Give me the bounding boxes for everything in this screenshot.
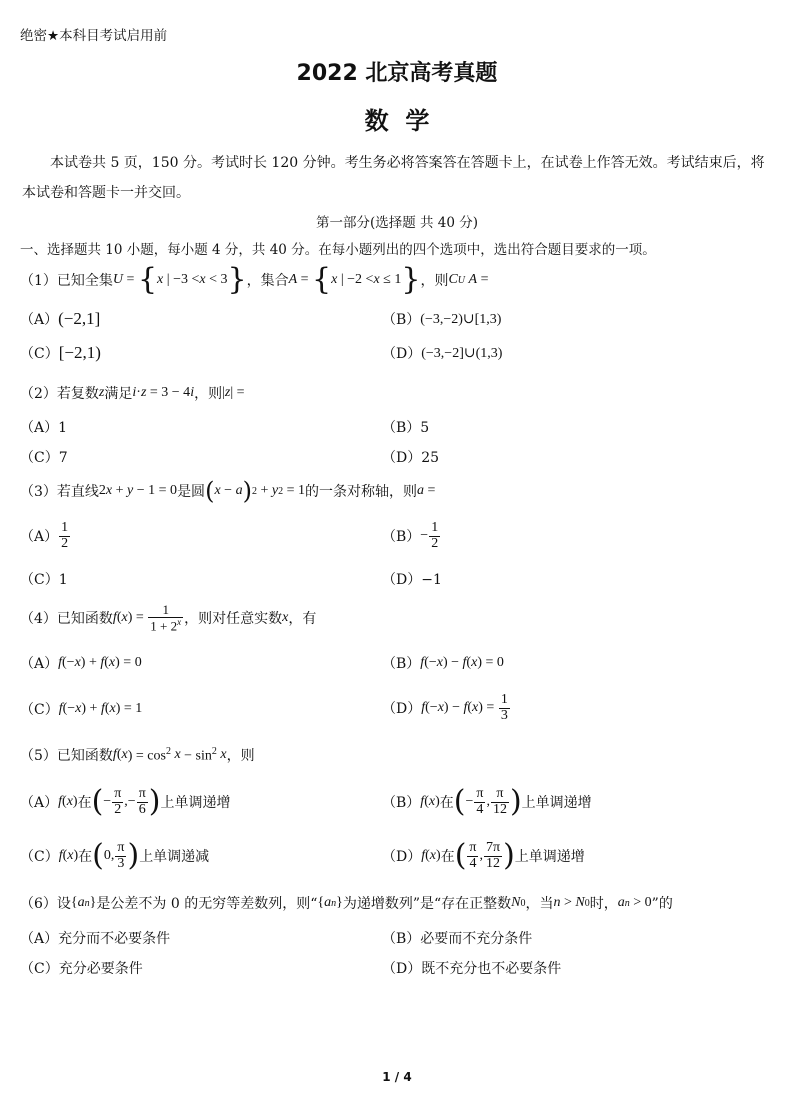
confidential-note: 绝密★本科目考试启用前 bbox=[20, 28, 168, 44]
question-1-option-b[interactable]: （B） (−3,−2)∪[1,3) bbox=[382, 311, 502, 328]
section-title: 第一部分(选择题 共 40 分) bbox=[315, 215, 479, 231]
exam-title: 2022 北京高考真题 bbox=[296, 61, 498, 86]
question-4-option-d[interactable]: （D） f (− x ) − f ( x ) = $\frac{1}{3}$ bbox=[382, 691, 508, 723]
question-3-stem: （3）若直线 2 x + y − 1 = 0 是圆 ( x − a ) 2 + y 2 = 1 的一条对称轴，则 a = bbox=[20, 477, 436, 505]
question-4-stem: （4）已知函数 f ( x ) = $\frac{1}{1 + 2^x}$ ，则对任意实数 x ，有 bbox=[20, 602, 317, 634]
question-2-option-c[interactable]: （C）7 bbox=[20, 450, 68, 466]
question-1-option-c[interactable]: （C） [−2,1) bbox=[20, 343, 101, 362]
exam-instructions: 本试卷共 5 页，150 分。考试时长 120 分钟。考生务必将答案答在答题卡上，在试卷上作答无效。考试结束后，将本试卷和答题卡一并交回。 bbox=[22, 155, 765, 201]
question-5-option-b[interactable]: （B） f ( x ) 在 ( − $\frac{\pi}{4}$ , $\frac{\pi}{12}$ ) 上单调递增 bbox=[382, 784, 592, 819]
question-2-option-b[interactable]: （B）5 bbox=[382, 420, 430, 436]
question-1-option-d[interactable]: （D） (−3,−2]∪(1,3) bbox=[382, 345, 503, 362]
question-3-option-d[interactable]: （D）−1 bbox=[382, 572, 442, 588]
question-6-stem: （6）设 { a n } 是公差不为 0 的无穷等差数列，则“ { a n } 为递增数列”是“存在正整数 N 0 ，当 n > N 0 时， a n > 0 ”的 bbox=[20, 895, 673, 912]
question-4-option-c[interactable]: （C） f (− x ) + f ( x ) = 1 bbox=[20, 701, 143, 718]
question-2-stem: （2）若复数 z 满足 i · z = 3 − 4 i ，则 | z | = bbox=[20, 385, 245, 402]
question-1-stem: （1）已知全集 U = { x | −3 < x < 3 } ，集合 A = { x | −2 < x ≤ 1 } ，则 C U A = bbox=[20, 262, 489, 297]
section-instruction: 一、选择题共 10 小题，每小题 4 分，共 40 分。在每小题列出的四个选项中，选出符合题目要求的一项。 bbox=[20, 242, 656, 258]
page-number: 1 / 4 bbox=[382, 1070, 412, 1084]
question-2-option-a[interactable]: （A）1 bbox=[20, 420, 68, 436]
question-6-option-d[interactable]: （D）既不充分也不必要条件 bbox=[382, 961, 562, 977]
exam-subject: 数 学 bbox=[364, 107, 430, 135]
question-5-stem: （5）已知函数 f ( x ) = $\cos^2$ x − $\sin^2$ x ，则 bbox=[20, 745, 255, 764]
question-3-option-a[interactable]: （A） $\frac{1}{2}$ bbox=[20, 519, 69, 551]
question-5-option-a[interactable]: （A） f ( x ) 在 ( − $\frac{\pi}{2}$ ,− $\frac{\pi}{6}$ ) 上单调递增 bbox=[20, 784, 231, 819]
question-6-option-b[interactable]: （B）必要而不充分条件 bbox=[382, 931, 533, 947]
question-6-option-c[interactable]: （C）充分必要条件 bbox=[20, 961, 143, 977]
question-6-option-a[interactable]: （A）充分而不必要条件 bbox=[20, 931, 171, 947]
question-5-option-d[interactable]: （D） f ( x ) 在 ( $\frac{\pi}{4}$ , $\frac{7\pi}{12}$ ) 上单调递增 bbox=[382, 838, 585, 873]
question-5-option-c[interactable]: （C） f ( x ) 在 ( 0, $\frac{\pi}{3}$ ) 上单调递减 bbox=[20, 838, 210, 873]
question-1-option-a[interactable]: （A） (−2,1] bbox=[20, 309, 101, 328]
question-4-option-a[interactable]: （A） f (− x ) + f ( x ) = 0 bbox=[20, 655, 142, 672]
question-2-option-d[interactable]: （D）25 bbox=[382, 450, 440, 466]
question-3-option-b[interactable]: （B） − $\frac{1}{2}$ bbox=[382, 519, 439, 551]
question-3-option-c[interactable]: （C）1 bbox=[20, 572, 68, 588]
question-4-option-b[interactable]: （B） f (− x ) − f ( x ) = 0 bbox=[382, 655, 504, 672]
